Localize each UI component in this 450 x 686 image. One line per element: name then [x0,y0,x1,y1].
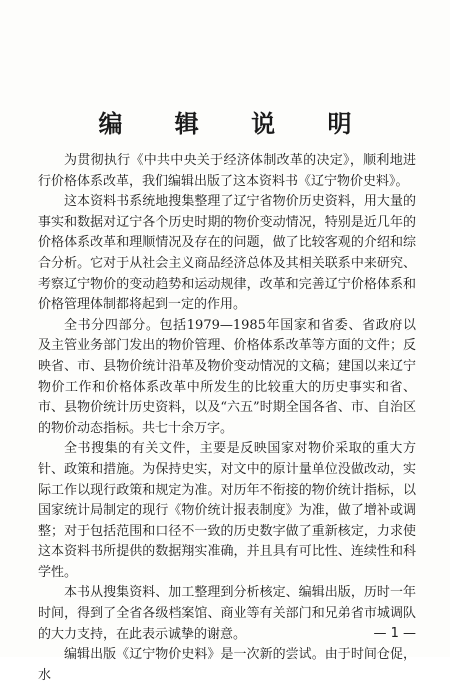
paragraph-4: 全书搜集的有关文件，主要是反映国家对物价采取的重大方针、政策和措施。为保持史实，对文中的原计量单位没做改动，实际工作以现行政策和规定为准。对历年不衔接的物价统计指标，以国家统计局制定的现行《物价统计报表制度》为准，做了增补或调整；对于包括范围和口径不一致的历史数字做了重新核定，力求使这本资料书所提供的数据翔实准确，并且具有可比性、连续性和科学性。 [38,441,416,580]
page-number: — 1 — [373,626,416,641]
page-title: 编 辑 说 明 [98,109,374,139]
body-text [38,151,416,686]
paragraph-5: 本书从搜集资料、加工整理到分析核定、编辑出版，历时一年时间，得到了全省各级档案馆、商业等有关部门和兄弟省市城调队的大力支持，在此表示诚挚的谢意。 [38,585,416,642]
paragraph-3: 全书分四部分。包括1979—1985年国家和省委、省政府以及主管业务部门发出的物价管理、价格体系改革等方面的文件；反映省、市、县物价统计沿革及物价变动情况的文稿；建国以来辽宁物价工作和价格体系改革中所发生的比较重大的历史事实和省、市、县物价统计历史资料，以及“六五”时期全国各省、市、自治区的物价动态指标。共七十余万字。 [38,317,416,436]
paragraph-2: 这本资料书系统地搜集整理了辽宁省物价历史资料，用大量的事实和数据对辽宁各个历史时期的物价变动情况，特别是近几年的价格体系改革和理顺情况及存在的问题，做了比较客观的介绍和综合分析。它对于从社会主义商品经济总体及其相关联系中来研究、考察辽宁物价的变动趋势和运动规律，改革和完善辽宁价格体系和价格管理体制都将起到一定的作用。 [38,194,416,313]
paragraph-1: 为贯彻执行《中共中央关于经济体制改革的决定》，顺利地进行价格体系改革，我们编辑出版了这本资料书《辽宁物价史料》。 [38,153,416,189]
paragraph-6: 编辑出版《辽宁物价史料》是一次新的尝试。由于时间仓促，水 [38,647,416,683]
